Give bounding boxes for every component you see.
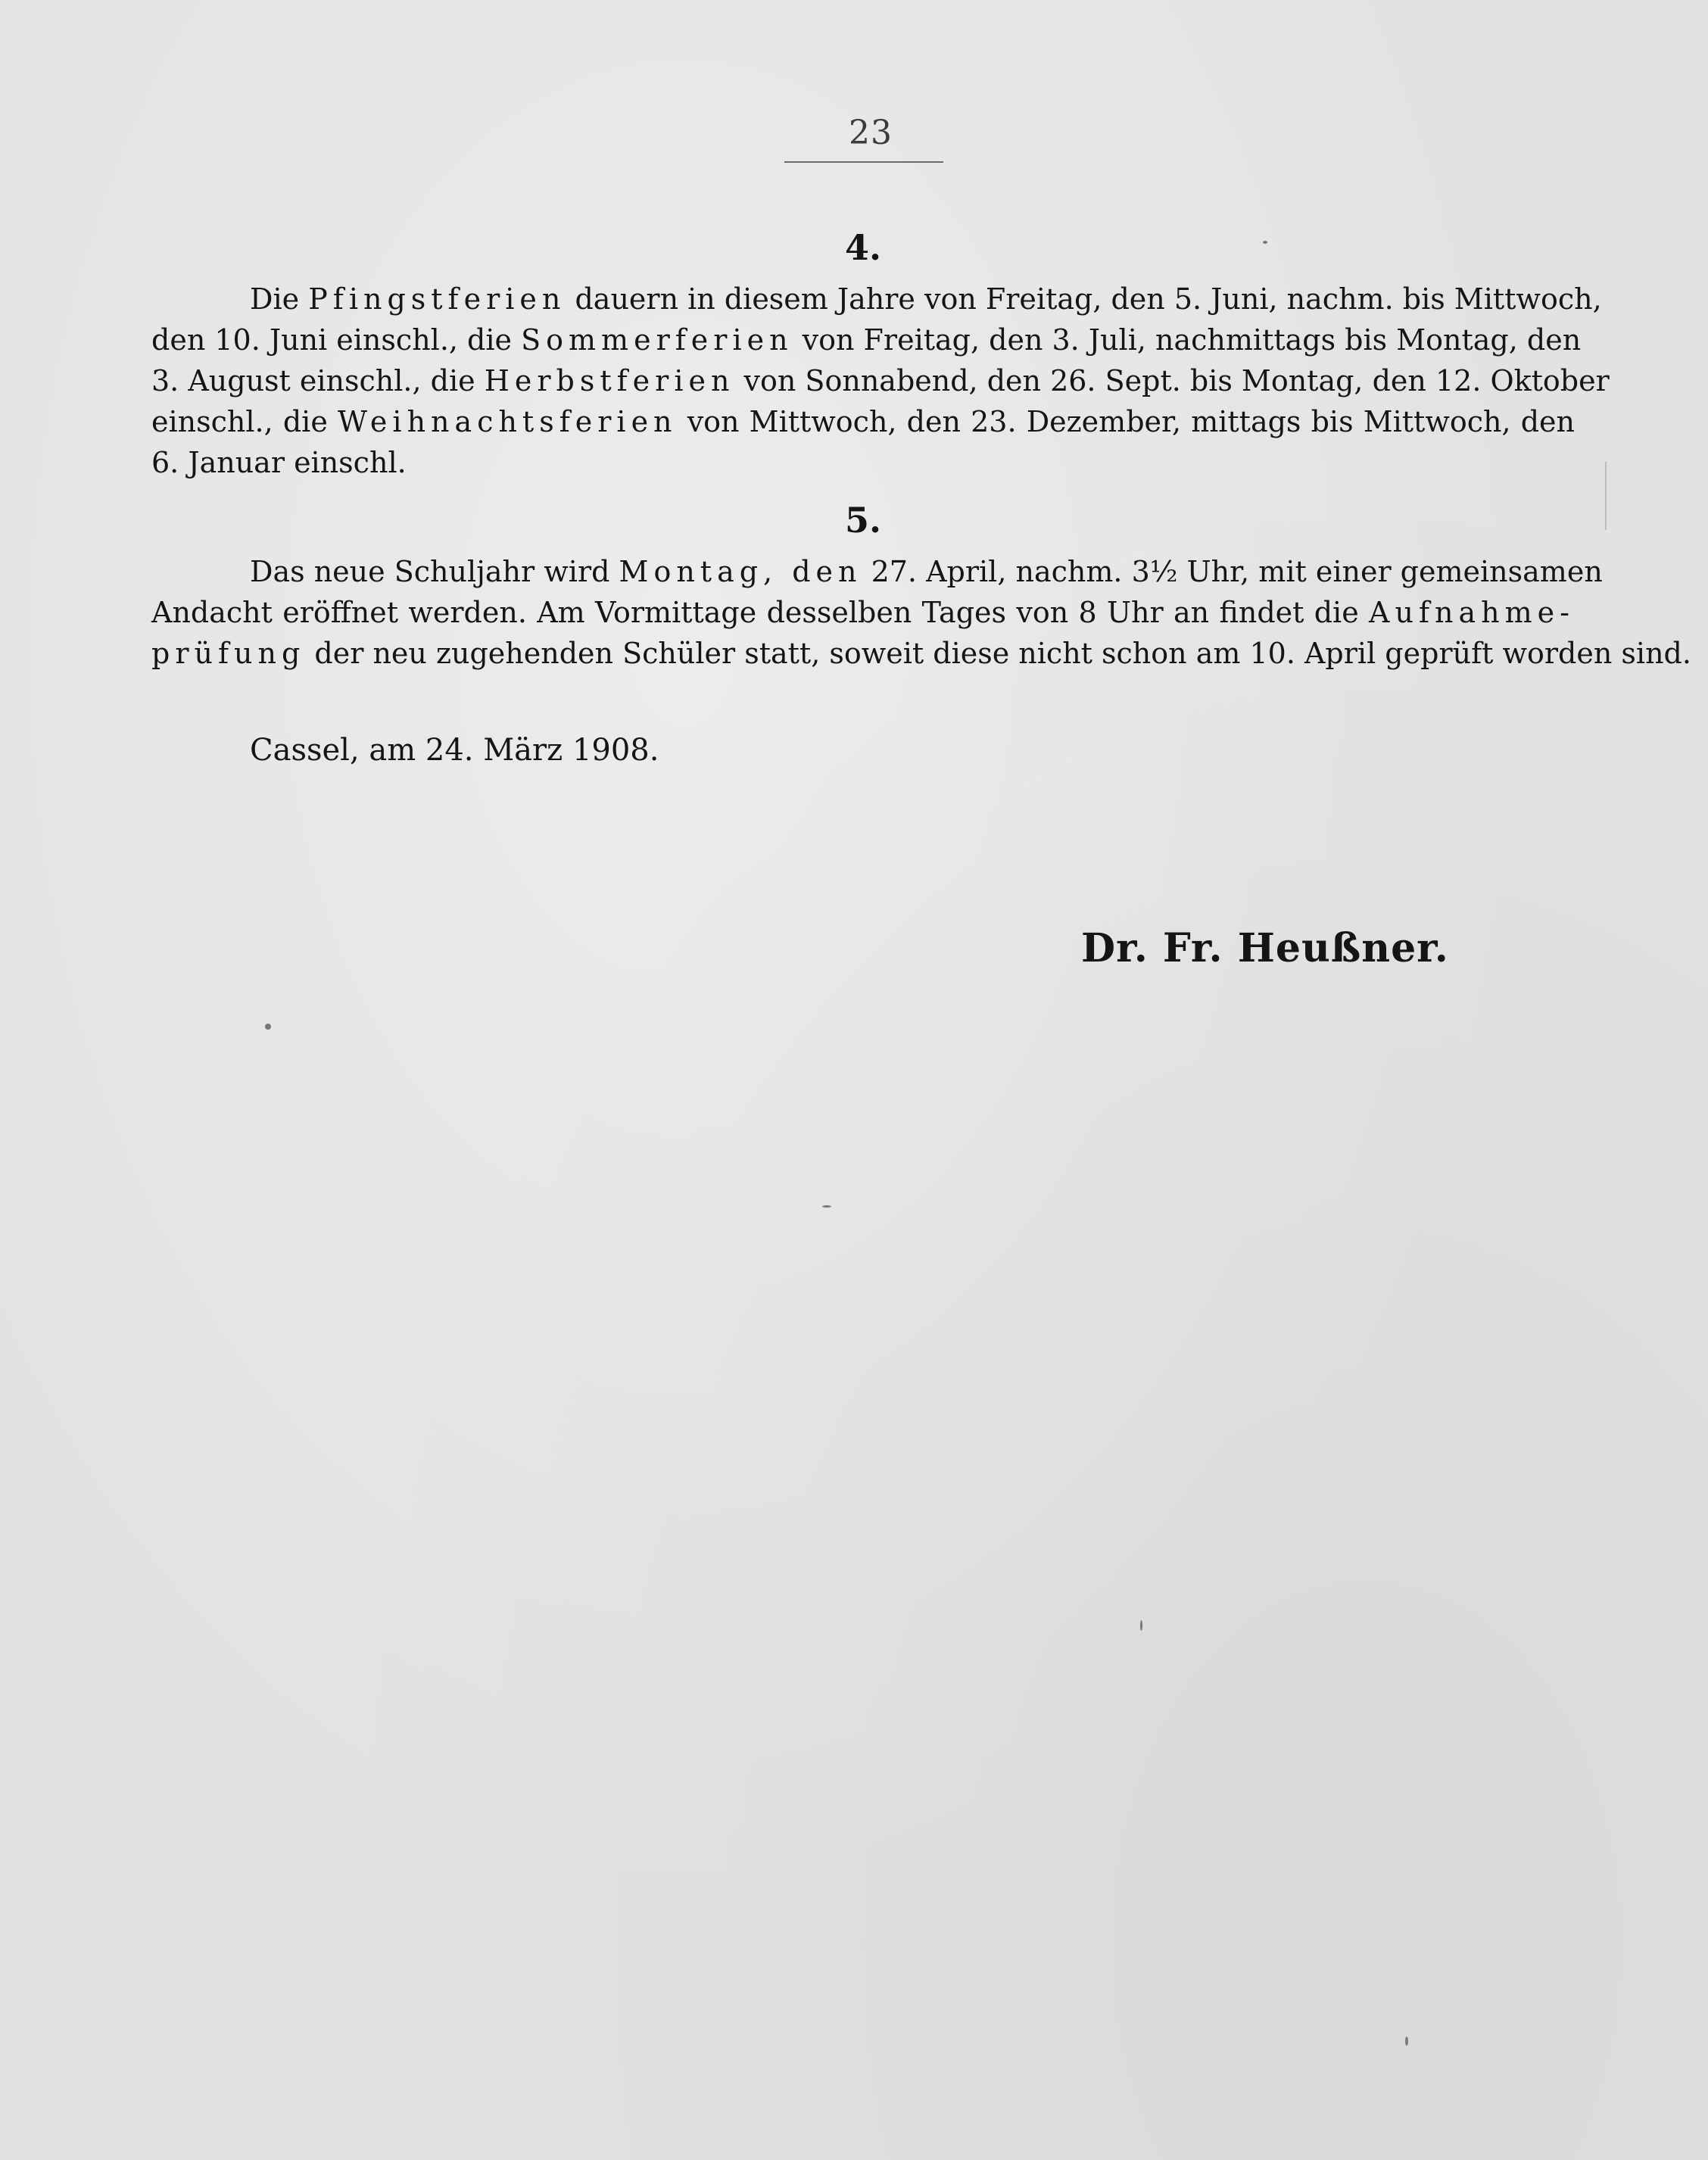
paper-speck: [265, 1024, 271, 1030]
paper-speck: [1140, 1620, 1142, 1631]
emphasized-text: Aufnahme-: [1369, 596, 1575, 629]
text-run: Das neue Schuljahr wird: [250, 555, 619, 588]
place-and-date: Cassel, am 24. März 1908.: [250, 733, 659, 768]
text-run: von Freitag, den 3. Juli, nachmittags bis Montag, den: [793, 323, 1582, 357]
text-run: Andacht eröffnet werden. Am Vormittage desselben Tages von 8 Uhr an findet die: [151, 596, 1370, 629]
text-run: 6. Januar einschl.: [151, 446, 407, 479]
text-run: Die: [250, 282, 309, 316]
emphasized-text: Weihnachtsferien: [337, 405, 678, 438]
paper-speck: [1405, 2037, 1408, 2046]
section-5-paragraph: [151, 551, 1691, 674]
section-4-paragraph: [151, 279, 1610, 483]
paragraph-line: [151, 319, 1582, 360]
text-run: der neu zugehenden Schüler statt, soweit diese nicht schon am 10. April geprüft worden sind.: [305, 637, 1691, 670]
paragraph-line: [151, 279, 1602, 319]
emphasized-text: prüfung: [151, 637, 306, 670]
paragraph-line: [151, 442, 1575, 483]
section-4-number: 4.: [844, 227, 882, 268]
emphasized-text: Sommerferien: [521, 323, 793, 357]
page-number-rule: [784, 161, 943, 163]
paper-speck: [822, 1205, 831, 1208]
signature: Dr. Fr. Heußner.: [1081, 925, 1449, 971]
text-run: von Mittwoch, den 23. Dezember, mittags bis Mittwoch, den: [677, 405, 1576, 438]
paragraph-line: [151, 633, 1691, 674]
text-run: einschl., die: [151, 405, 338, 438]
page-number: 23: [849, 114, 893, 152]
paragraph-line: [151, 401, 1575, 442]
paper-crease: [1605, 462, 1607, 530]
emphasized-text: Montag, den: [619, 555, 862, 588]
emphasized-text: Herbstferien: [484, 364, 735, 397]
section-5-number: 5.: [844, 500, 882, 541]
paragraph-line: [151, 551, 1603, 592]
text-run: 27. April, nachm. 3½ Uhr, mit einer gemeinsamen: [862, 555, 1603, 588]
emphasized-text: Pfingstferien: [308, 282, 566, 316]
paragraph-line: [151, 592, 1575, 633]
text-run: dauern in diesem Jahre von Freitag, den 5. Juni, nachm. bis Mittwoch,: [566, 282, 1602, 316]
text-run: 3. August einschl., die: [151, 364, 485, 397]
text-run: den 10. Juni einschl., die: [151, 323, 522, 357]
text-run: von Sonnabend, den 26. Sept. bis Montag, den 12. Oktober: [734, 364, 1610, 397]
paper-speck: [1263, 241, 1267, 244]
paragraph-line: [151, 360, 1610, 401]
